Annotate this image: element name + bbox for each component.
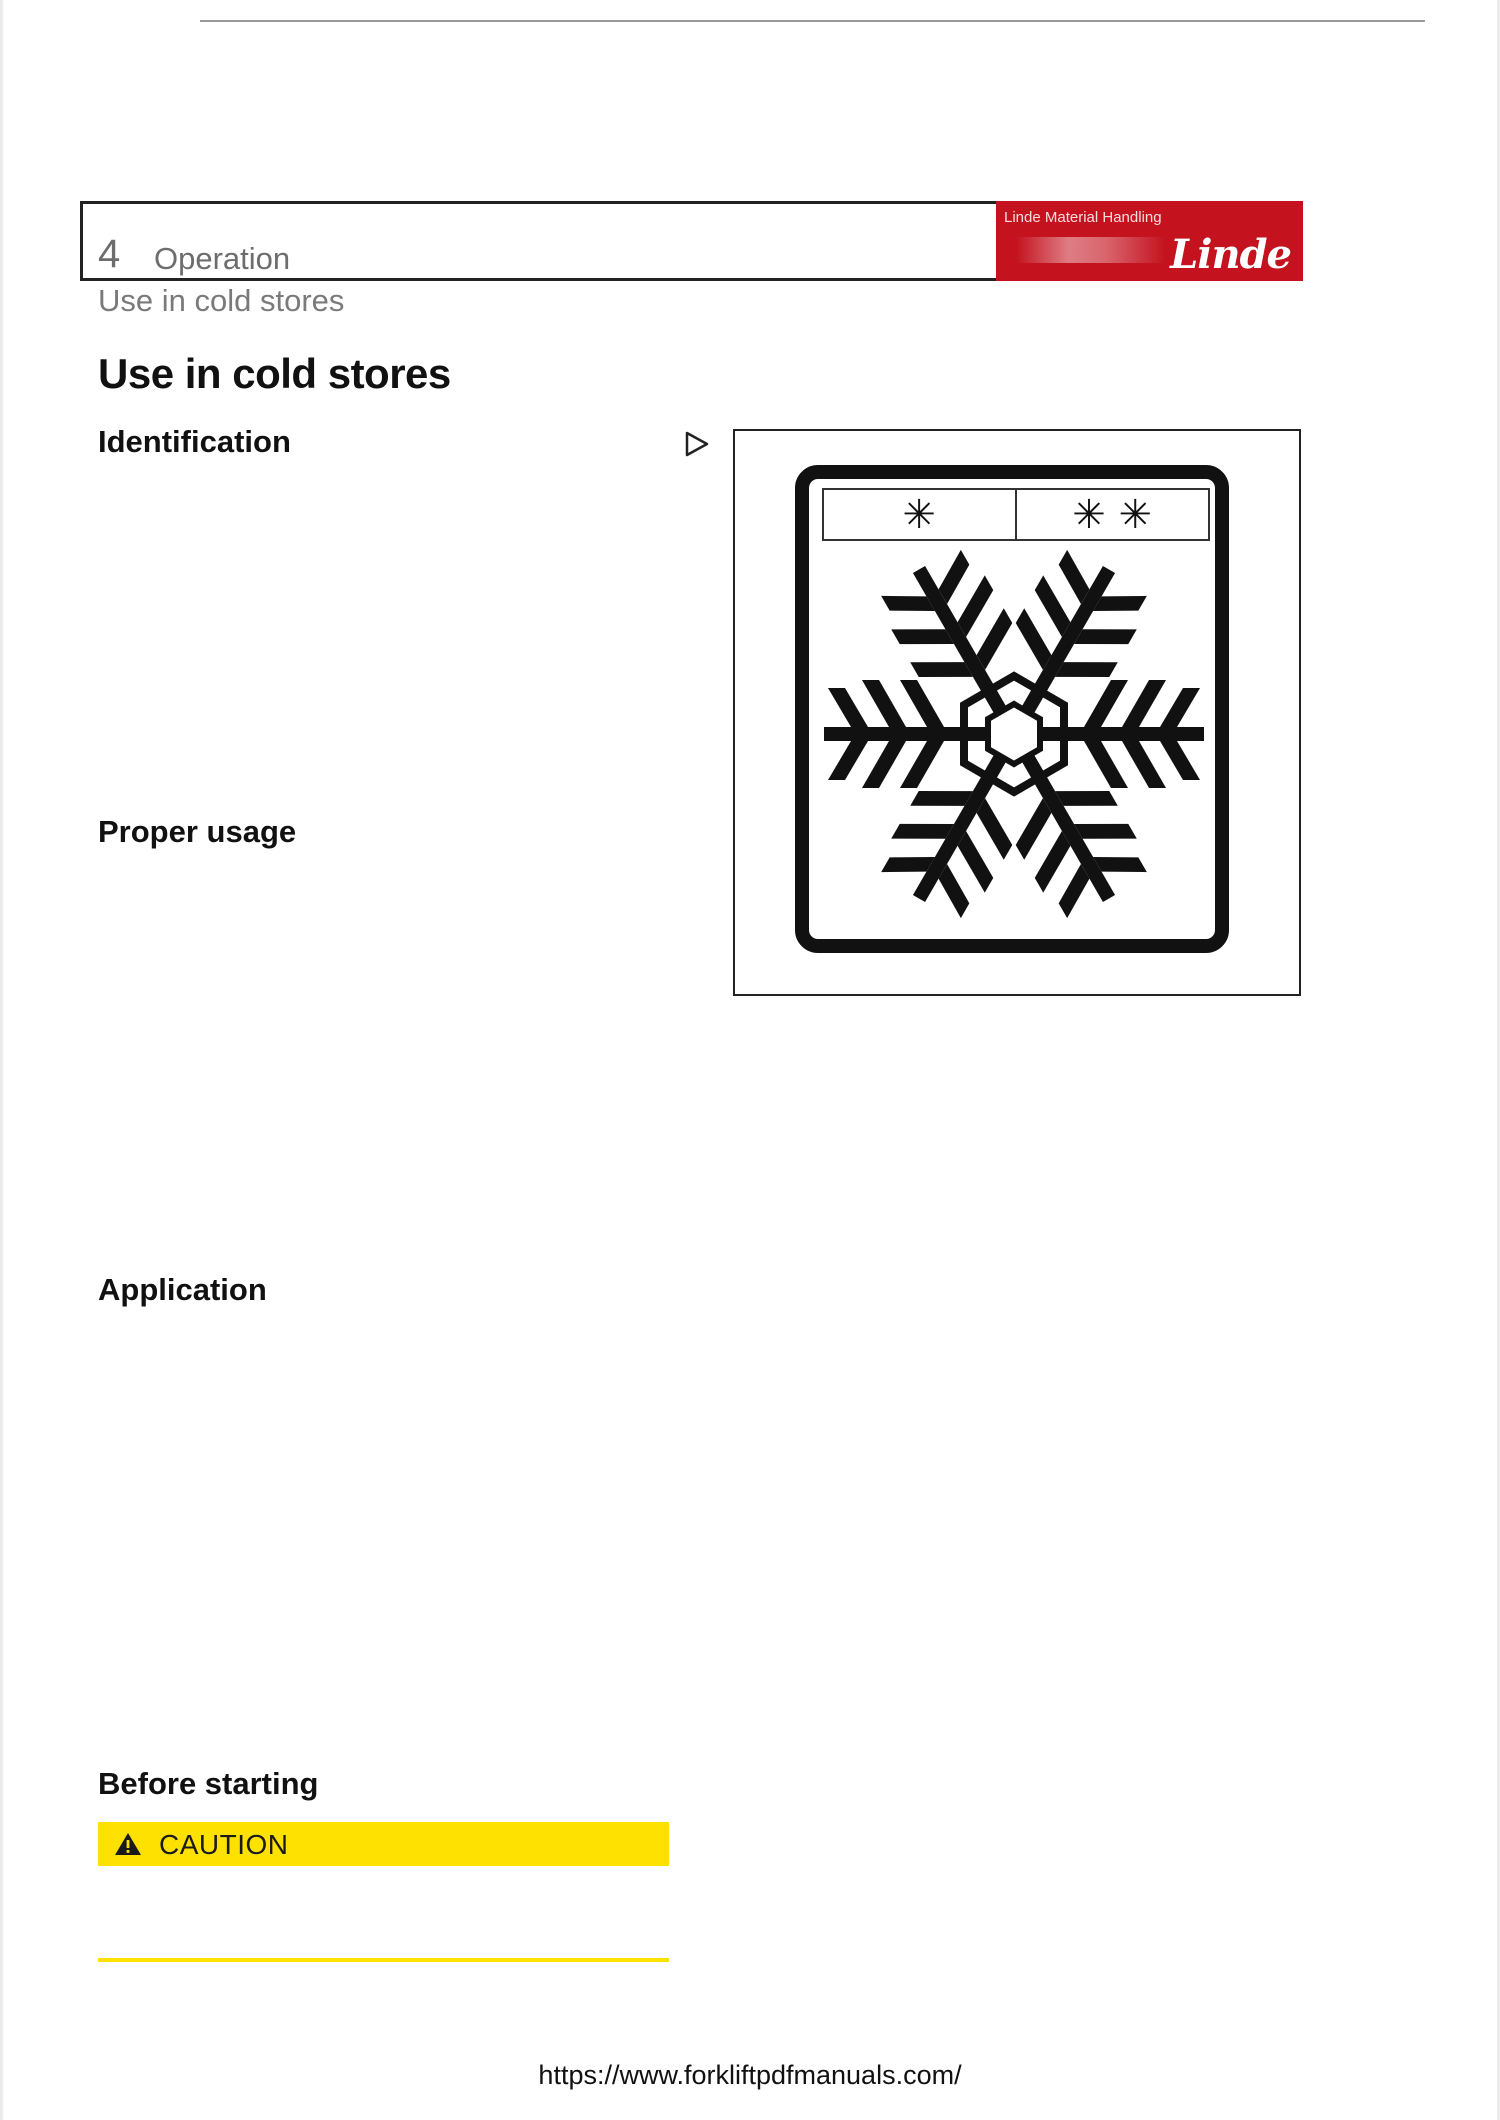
section-heading-proper-usage: Proper usage — [98, 814, 297, 849]
chapter-number: 4 — [98, 232, 121, 276]
brand-logo-panel — [996, 201, 1303, 281]
warning-triangle-icon — [114, 1831, 142, 1857]
brand-tagline: Linde Material Handling — [1004, 209, 1162, 226]
brand-decor-band — [1016, 237, 1166, 263]
caution-banner — [98, 1822, 669, 1866]
snowflake-icon — [735, 431, 1299, 994]
snowflake-crystal — [824, 542, 1204, 925]
caution-label: CAUTION — [159, 1829, 289, 1860]
triangle-right-icon — [684, 430, 710, 458]
section-heading-before-starting: Before starting — [98, 1766, 319, 1801]
top-rule — [200, 20, 1425, 22]
chapter-title: Operation — [154, 241, 291, 276]
figure-frame — [733, 429, 1301, 996]
section-heading-identification: Identification — [98, 424, 291, 459]
brand-logo: Linde — [1170, 231, 1291, 278]
page-edge-left — [0, 0, 3, 2120]
caution-bottom-rule — [98, 1958, 669, 1962]
footer-url: https://www.forkliftpdfmanuals.com/ — [538, 2060, 962, 2090]
breadcrumb: Use in cold stores — [98, 283, 345, 318]
symbol-header-left: ✳ — [902, 492, 936, 538]
page-title: Use in cold stores — [98, 350, 451, 397]
section-heading-application: Application — [98, 1272, 267, 1307]
symbol-header-right: ✳ ✳ — [1072, 492, 1152, 538]
